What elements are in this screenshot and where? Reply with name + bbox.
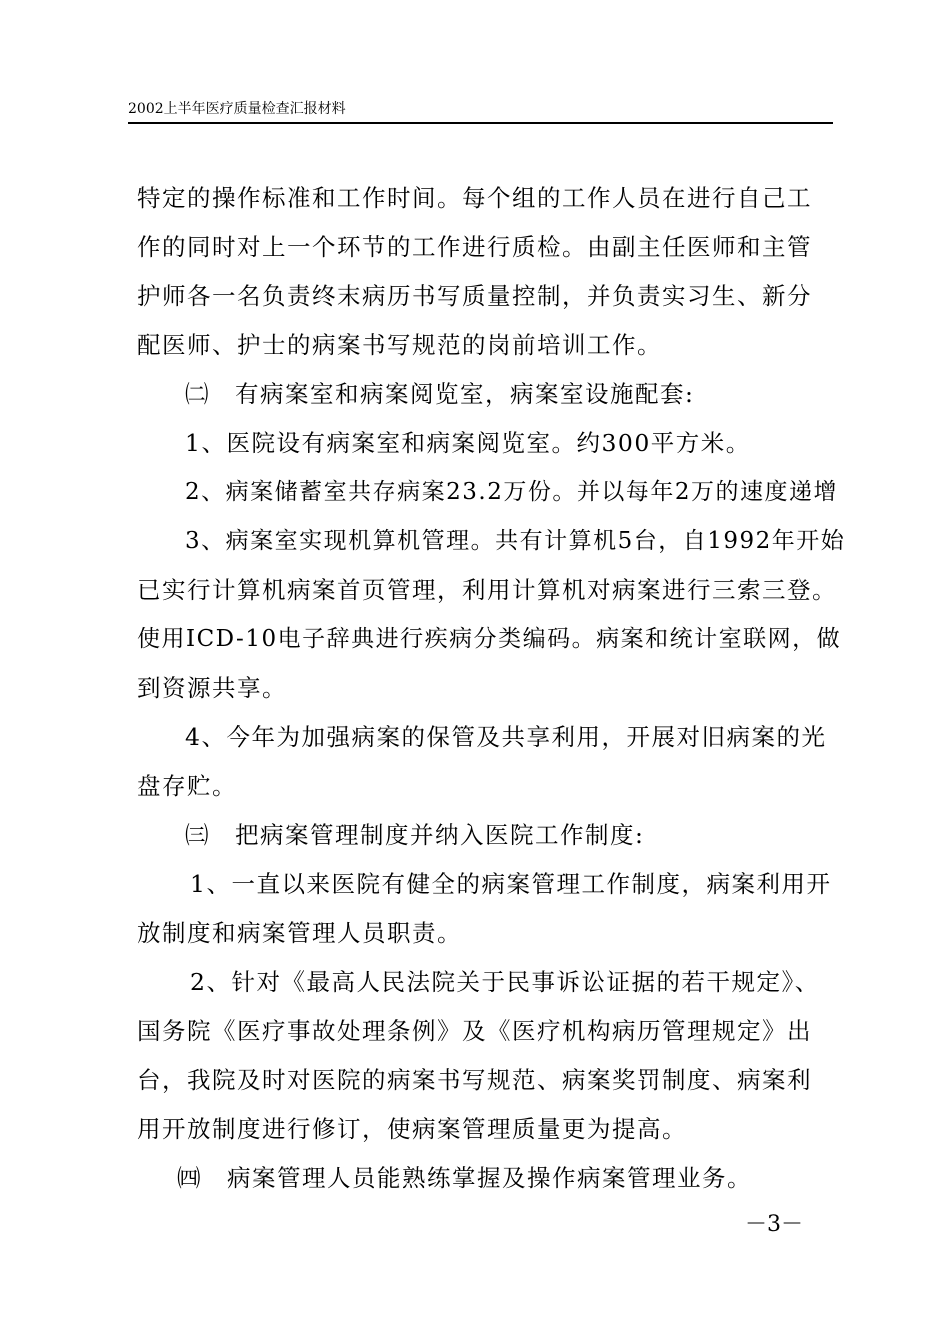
paragraph-line: 4、今年为加强病案的保管及共享利用，开展对旧病案的光 [185, 723, 827, 751]
paragraph-line: 台，我院及时对医院的病案书写规范、病案奖罚制度、病案利 [137, 1066, 812, 1094]
paragraph-line: 到资源共享。 [137, 674, 287, 702]
paragraph-line: 3、病案室实现机算机管理。共有计算机5台，自1992年开始 [185, 528, 846, 554]
section-heading-3: ㈢ 把病案管理制度并纳入医院工作制度: [185, 821, 645, 849]
paragraph-line: 放制度和病案管理人员职责。 [137, 919, 462, 947]
section-heading-4: ㈣ 病案管理人员能熟练掌握及操作病案管理业务。 [177, 1164, 752, 1192]
paragraph-line: 护师各一名负责终末病历书写质量控制，并负责实习生、新分 [137, 282, 812, 310]
page-number: －3－ [745, 1212, 803, 1237]
paragraph-line: 1、医院设有病案室和病案阅览室。约300平方米。 [185, 429, 751, 457]
paragraph-line: 2、针对《最高人民法院关于民事诉讼证据的若干规定》、 [190, 968, 820, 996]
paragraph-line: 使用ICD-10电子辞典进行疾病分类编码。病案和统计室联网，做 [137, 626, 842, 652]
header-title: 2002上半年医疗质量检查汇报材料 [128, 101, 346, 117]
paragraph-line: 国务院《医疗事故处理条例》及《医疗机构病历管理规定》出 [137, 1017, 812, 1045]
paragraph-line: 特定的操作标准和工作时间。每个组的工作人员在进行自己工 [137, 184, 812, 212]
paragraph-line: 配医师、护士的病案书写规范的岗前培训工作。 [137, 331, 662, 359]
section-heading-2: ㈡ 有病案室和病案阅览室，病案室设施配套: [185, 380, 695, 408]
paragraph-line: 1、一直以来医院有健全的病案管理工作制度，病案利用开 [190, 870, 832, 898]
page-header [128, 98, 833, 124]
paragraph-line: 已实行计算机病案首页管理，利用计算机对病案进行三索三登。 [137, 576, 837, 604]
paragraph-line: 2、病案储蓄室共存病案23.2万份。并以每年2万的速度递增 [185, 479, 838, 505]
paragraph-line: 盘存贮。 [137, 772, 237, 800]
paragraph-line: 用开放制度进行修订，使病案管理质量更为提高。 [137, 1115, 687, 1143]
paragraph-line: 作的同时对上一个环节的工作进行质检。由副主任医师和主管 [137, 233, 812, 261]
